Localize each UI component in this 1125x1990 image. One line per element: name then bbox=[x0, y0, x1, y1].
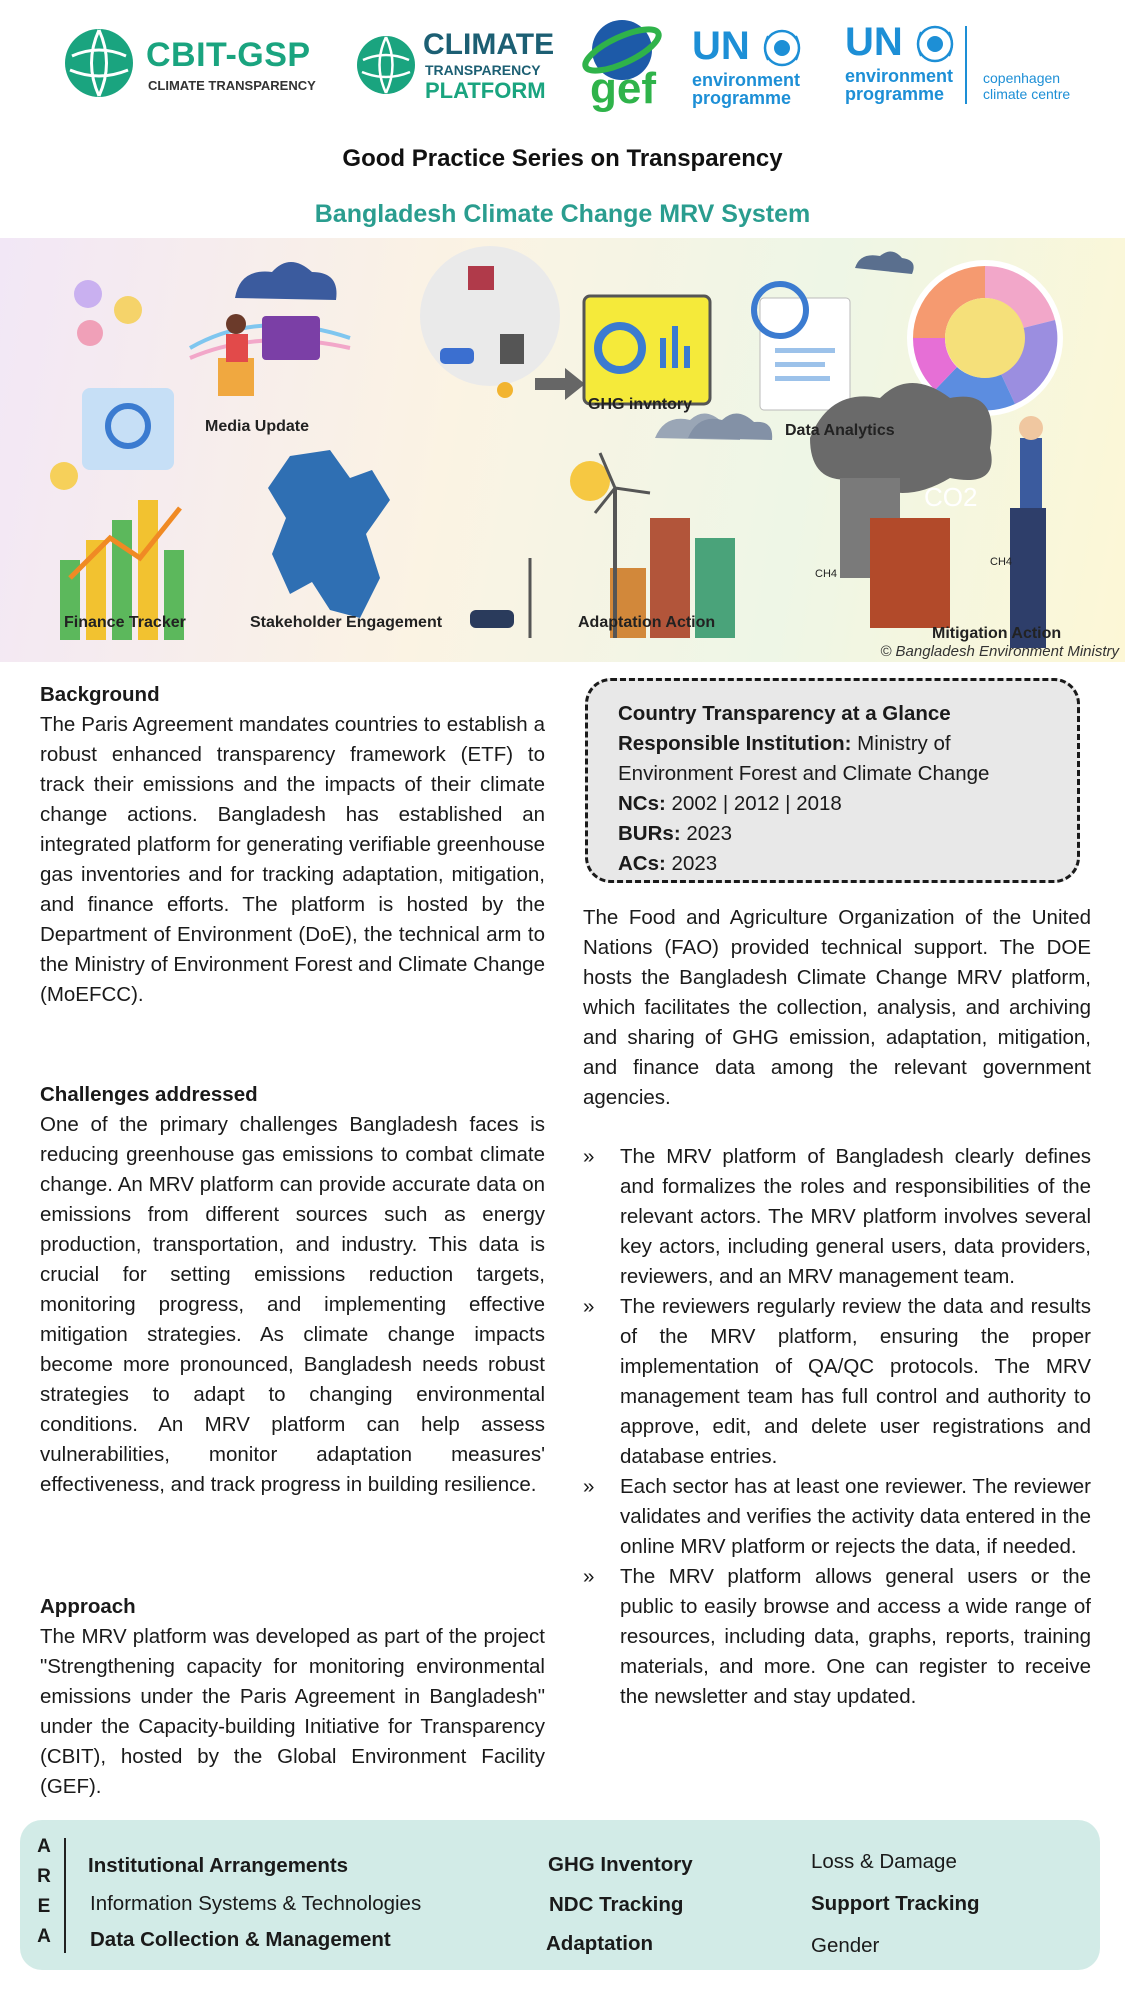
logo-strip bbox=[0, 0, 1125, 125]
globe-icon bbox=[62, 26, 137, 101]
area-ghg-inventory: GHG Inventory bbox=[548, 1853, 693, 1876]
n2o-bubble-icon bbox=[77, 320, 103, 346]
image-credit: © Bangladesh Environment Ministry bbox=[880, 643, 1119, 660]
arrow-icon bbox=[535, 368, 585, 400]
approach-section bbox=[40, 1592, 545, 1802]
unep-line2: programme bbox=[845, 84, 945, 104]
area-gender: Gender bbox=[811, 1934, 880, 1957]
page-title: Bangladesh Climate Change MRV System bbox=[314, 200, 811, 228]
label-mitigation-action: Mitigation Action bbox=[932, 625, 1062, 642]
area-ndc-tracking: NDC Tracking bbox=[549, 1893, 684, 1916]
cloud-upload-icon bbox=[235, 262, 337, 300]
ghg-board-icon bbox=[584, 296, 710, 404]
list-item: » Each sector has at least one reviewer. The reviewer validates and verifies the activity data entered in the online MRV platform or rejects the data, if needed. bbox=[583, 1472, 1091, 1562]
approach-text: The MRV platform was developed as part of the project "Strengthening capacity for monitoring environmental emissions under the Paris Agreement in Bangladesh" under the Capacity-building Initiative for Transparency (CBIT), hosted by the Global Environment Facility (GEF). bbox=[40, 1625, 545, 1798]
area-support-tracking: Support Tracking bbox=[811, 1892, 980, 1915]
label-ghg-inventory: GHG invntory bbox=[588, 396, 693, 413]
bullet-marker-icon: » bbox=[583, 1295, 595, 1318]
unep-ccc-logo bbox=[845, 22, 1085, 112]
challenges-heading: Challenges addressed bbox=[40, 1083, 258, 1106]
ch4-bubble-icon bbox=[114, 296, 142, 324]
un-text: UN bbox=[692, 24, 750, 68]
bullet-list bbox=[583, 1142, 1091, 1712]
label-ch4-right: CH4 bbox=[990, 556, 1013, 568]
cbit-sub: CLIMATE TRANSPARENCY bbox=[148, 78, 316, 93]
glance-institution: Responsible Institution: Ministry of Environment Forest and Climate Change bbox=[618, 732, 990, 785]
fao-text: The Food and Agriculture Organization of the United Nations (FAO) provided technical support. The DOE hosts the Bangladesh Climate Change MRV platform, which facilitates the collection, analysis, and archiving and sharing of GHG emission, adaptation, mitigation, and finance data among the relevant government agencies. bbox=[583, 906, 1091, 1109]
area-footer bbox=[20, 1820, 1100, 1970]
co2-bubble-icon bbox=[74, 280, 102, 308]
cbit-name: CBIT-GSP bbox=[146, 36, 311, 74]
gef-logo bbox=[582, 14, 664, 118]
fao-section bbox=[583, 903, 1091, 1113]
label-ch4-left: CH4 bbox=[815, 568, 838, 580]
globe-icon bbox=[355, 34, 417, 96]
label-adaptation-action: Adaptation Action bbox=[578, 614, 716, 631]
label-stakeholder-engagement: Stakeholder Engagement bbox=[250, 614, 443, 631]
video-screen-icon bbox=[262, 316, 320, 360]
banner-graphics bbox=[0, 238, 1125, 662]
unep-line1: environment bbox=[692, 70, 801, 90]
scientist-icon bbox=[1020, 438, 1042, 508]
challenges-section bbox=[40, 1080, 545, 1500]
background-text: The Paris Agreement mandates countries to establish a robust enhanced transparency framework (ETF) to track their emissions and the impacts of their climate change actions. Bangladesh has established an integrated platform for generating verifiable greenhouse gas inventories and for tracking adaptation, mitigation, and finance efforts. The platform is hosted by the Department of Environment (DoE), the technical arm to the Ministry of Environment Forest and Climate Change (MoEFCC). bbox=[40, 713, 545, 1006]
challenges-text: One of the primary challenges Bangladesh faces is reducing greenhouse gas emissions to combat climate change. An MRV platform can provide accurate data on emissions from different sources such as energy production, transportation, and industry. This data is crucial for setting emissions reduction targets, monitoring progress, and implementing effective mitigation strategies. As climate change impacts become more pronounced, Bangladesh needs robust strategies to adapt to changing environmental conditions. An MRV platform can help assess vulnerabilities, monitor adaptation measures' effectiveness, and track progress in building resilience. bbox=[40, 1113, 545, 1496]
person-icon bbox=[218, 358, 254, 396]
dashboard-icon bbox=[82, 388, 174, 470]
glance-acs: ACs: 2023 bbox=[618, 852, 718, 875]
ccc-line1: copenhagen bbox=[983, 70, 1061, 86]
area-info-systems: Information Systems & Technologies bbox=[90, 1892, 422, 1915]
un-text: UN bbox=[845, 20, 903, 64]
un-emblem-icon bbox=[915, 24, 955, 64]
unep-logo bbox=[692, 26, 812, 111]
cbit-gsp-logo bbox=[62, 30, 347, 100]
label-media-update: Media Update bbox=[205, 418, 310, 435]
bangladesh-map-icon bbox=[268, 450, 390, 618]
gef-name: gef bbox=[590, 64, 656, 113]
label-co2: CO2 bbox=[924, 482, 978, 512]
banner-illustration bbox=[0, 238, 1125, 662]
country-glance-box bbox=[585, 678, 1080, 883]
background-heading: Background bbox=[40, 683, 160, 706]
unep-line2: programme bbox=[692, 88, 792, 108]
list-item: » The MRV platform allows general users or the public to easily browse and access a wide range of resources, including data, graphs, reports, training materials, and more. One can register to receive the newsletter and stay updated. bbox=[583, 1562, 1091, 1712]
area-divider bbox=[64, 1838, 66, 1953]
area-data-collection: Data Collection & Management bbox=[90, 1928, 391, 1951]
car-icon bbox=[470, 610, 514, 628]
un-emblem-icon bbox=[762, 28, 802, 68]
bullet-marker-icon: » bbox=[583, 1145, 595, 1168]
ctp-logo bbox=[355, 30, 565, 105]
bullet-marker-icon: » bbox=[583, 1565, 595, 1588]
ctp-line1: CLIMATE bbox=[423, 28, 555, 61]
sun-icon bbox=[570, 461, 610, 501]
bullet-marker-icon: » bbox=[583, 1475, 595, 1498]
glance-title: Country Transparency at a Glance bbox=[618, 702, 951, 725]
approach-heading: Approach bbox=[40, 1595, 136, 1618]
list-item: » The reviewers regularly review the data and results of the MRV platform, ensuring the proper implementation of QA/QC protocols. The MRV management team has full control and authority to approve, edit, and delete user registrations and database entries. bbox=[583, 1292, 1091, 1472]
label-finance-tracker: Finance Tracker bbox=[64, 614, 186, 631]
area-adaptation: Adaptation bbox=[546, 1932, 654, 1955]
unep-line1: environment bbox=[845, 66, 954, 86]
ctp-line3: PLATFORM bbox=[425, 78, 546, 103]
area-institutional: Institutional Arrangements bbox=[88, 1854, 349, 1877]
label-data-analytics: Data Analytics bbox=[785, 422, 895, 439]
background-section bbox=[40, 680, 545, 1010]
divider bbox=[965, 26, 967, 104]
lightbulb-icon bbox=[50, 462, 78, 490]
glance-ncs: NCs: 2002 | 2012 | 2018 bbox=[618, 792, 842, 815]
area-letters: A R E A bbox=[37, 1836, 51, 1947]
ctp-line2: TRANSPARENCY bbox=[425, 62, 541, 78]
series-title: Good Practice Series on Transparency bbox=[342, 145, 783, 172]
area-loss-damage: Loss & Damage bbox=[811, 1850, 957, 1873]
glance-burs: BURs: 2023 bbox=[618, 822, 732, 845]
ccc-line2: climate centre bbox=[983, 86, 1071, 102]
list-item: » The MRV platform of Bangladesh clearly defines and formalizes the roles and responsibilities of the relevant actors. The MRV platform involves several key actors, including general users, data providers, reviewers, and an MRV management team. bbox=[583, 1142, 1091, 1292]
bullet-section bbox=[583, 1142, 1091, 1712]
